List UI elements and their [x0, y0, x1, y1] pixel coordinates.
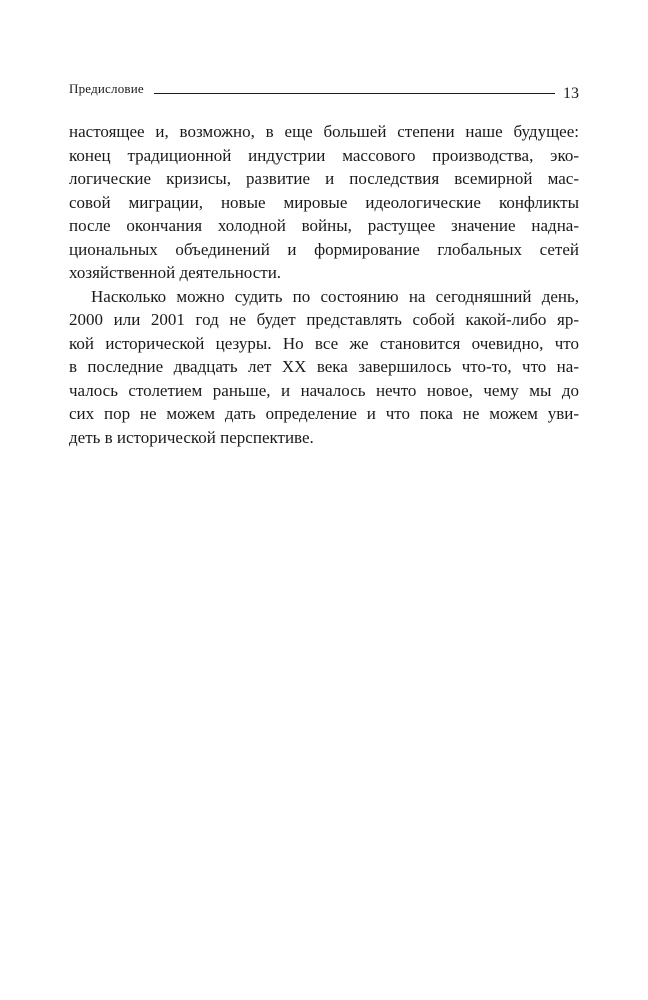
body-text — [69, 120, 579, 449]
text-line: 2000 или 2001 год не будет представлять собой какой-либо яр- — [69, 310, 579, 329]
text-line: циональных объединений и формирование глобальных сетей — [69, 239, 579, 259]
running-head-title: Предисловие — [69, 81, 144, 96]
text-line: кой исторической цезуры. Но все же становится очевидно, что — [69, 333, 579, 353]
text-line: после окончания холодной войны, растущее значение надна- — [69, 216, 579, 235]
text-line: сих пор не можем дать определение и что пока не можем уви- — [69, 404, 579, 423]
running-head — [69, 78, 579, 102]
text-line: логические кризисы, развитие и последствия всемирной мас- — [69, 169, 579, 188]
text-line: настоящее и, возможно, в еще большей степени наше будущее: — [69, 122, 579, 141]
paragraph-1 — [69, 120, 579, 285]
text-line: деть в исторической перспективе. — [69, 427, 314, 447]
text-line: чалось столетием раньше, и началось нечто новое, чему мы до — [69, 380, 579, 400]
running-head-rule — [154, 93, 555, 94]
text-line: в последние двадцать лет XX века завершилось что-то, что на- — [69, 357, 579, 376]
text-line: конец традиционной индустрии массового производства, эко- — [69, 145, 579, 165]
page-number: 13 — [563, 85, 579, 102]
text-line: Насколько можно судить по состоянию на сегодняшний день, — [91, 286, 579, 306]
paragraph-2 — [69, 285, 579, 450]
text-line: хозяйственной деятельности. — [69, 263, 282, 282]
text-line: совой миграции, новые мировые идеологические конфликты — [69, 192, 579, 212]
